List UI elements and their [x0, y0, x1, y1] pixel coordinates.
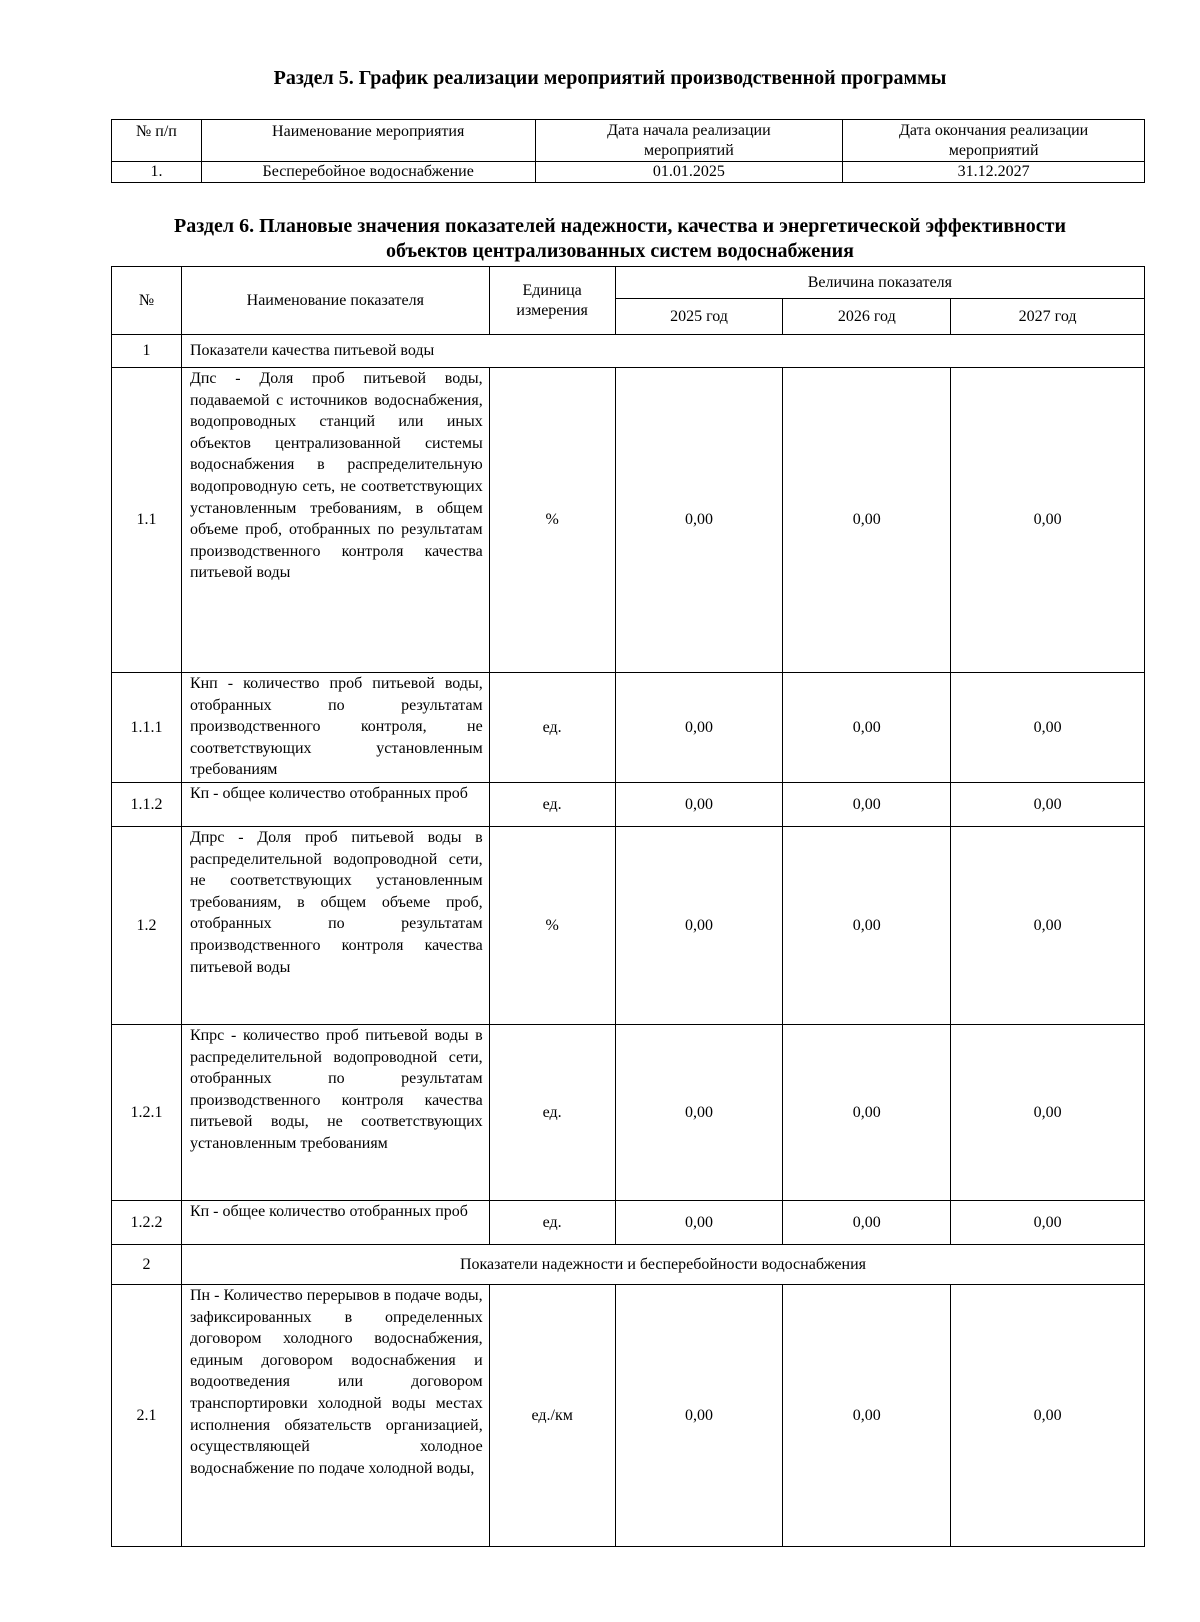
schedule-row-end: 31.12.2027: [843, 162, 1145, 183]
group-row: [112, 1245, 1145, 1285]
header-year-2025: 2025 год: [615, 299, 783, 335]
indicator-row: [112, 1201, 1145, 1245]
indicator-value-2026: 0,00: [783, 783, 951, 827]
group-title: Показатели надежности и бесперебойности водоснабжения: [181, 1245, 1144, 1285]
indicator-value-2027: 0,00: [951, 1285, 1145, 1547]
indicator-value-2025: 0,00: [615, 1285, 783, 1547]
indicator-value-2025: 0,00: [615, 673, 783, 783]
indicator-num: 1.2.1: [112, 1025, 182, 1201]
indicator-value-2026: 0,00: [783, 1201, 951, 1245]
indicator-value-2026: 0,00: [783, 1025, 951, 1201]
section-6-title: Раздел 6. Плановые значения показателей надежности, качества и энергетической эффективности объектов централизованных систем водоснабжения: [174, 215, 1066, 262]
header-indicator-name: Наименование показателя: [181, 267, 489, 335]
schedule-row: [112, 162, 1145, 183]
indicator-value-2026: 0,00: [783, 827, 951, 1025]
indicators-header-row: [112, 267, 1145, 299]
indicator-value-2027: 0,00: [951, 673, 1145, 783]
indicator-unit: %: [489, 368, 615, 673]
indicator-value-2027: 0,00: [951, 1201, 1145, 1245]
indicator-value-2025: 0,00: [615, 1201, 783, 1245]
indicator-row: [112, 783, 1145, 827]
section-5-title: Раздел 5. График реализации мероприятий производственной программы: [273, 67, 947, 89]
indicator-row: [112, 673, 1145, 783]
schedule-row-start: 01.01.2025: [535, 162, 843, 183]
indicator-num: 1.1.2: [112, 783, 182, 827]
indicator-value-2025: 0,00: [615, 827, 783, 1025]
header-end-date: Дата окончания реализации мероприятий: [843, 120, 1145, 162]
indicator-row: [112, 827, 1145, 1025]
group-row: [112, 335, 1145, 368]
header-activity-name: Наименование мероприятия: [201, 120, 535, 162]
indicator-num: 1.2: [112, 827, 182, 1025]
indicator-name: Пн - Количество перерывов в подаче воды, зафиксированных в определенных договором холодного водоснабжения, единым договором водоснабжения и водоотведения или договором транспортировки холодной воды местах исполнения обязательств организацией, осуществляющей холодное водоснабжение по подаче холодной воды,: [181, 1285, 489, 1547]
group-num: 1: [112, 335, 182, 368]
indicator-value-2027: 0,00: [951, 827, 1145, 1025]
indicator-name: Дпрс - Доля проб питьевой воды в распределительной водопроводной сети, не соответствующих установленным требованиям, в общем объеме проб, отобранных по результатам производственного контроля качества питьевой воды: [181, 827, 489, 1025]
header-unit: Единица измерения: [489, 267, 615, 335]
header-num: № п/п: [112, 120, 202, 162]
indicator-unit: ед.: [489, 783, 615, 827]
indicator-unit: ед.: [489, 1201, 615, 1245]
indicator-value-2025: 0,00: [615, 368, 783, 673]
indicator-num: 1.1: [112, 368, 182, 673]
schedule-row-num: 1.: [112, 162, 202, 183]
indicator-value-2027: 0,00: [951, 368, 1145, 673]
indicator-name: Дпс - Доля проб питьевой воды, подаваемой с источников водоснабжения, водопроводных станций или иных объектов централизованной системы водоснабжения в распределительную водопроводную сеть, не соответствующих установленным требованиям, в общем объеме проб, отобранных по результатам производственного контроля качества питьевой воды: [181, 368, 489, 673]
indicator-value-2026: 0,00: [783, 673, 951, 783]
header-num: №: [112, 267, 182, 335]
indicator-unit: ед./км: [489, 1285, 615, 1547]
indicator-row: [112, 1285, 1145, 1547]
indicator-name: Кп - общее количество отобранных проб: [181, 1201, 489, 1245]
indicator-value-2027: 0,00: [951, 783, 1145, 827]
group-num: 2: [112, 1245, 182, 1285]
indicator-row: [112, 368, 1145, 673]
indicator-row: [112, 1025, 1145, 1201]
indicator-value-2026: 0,00: [783, 368, 951, 673]
header-year-2026: 2026 год: [783, 299, 951, 335]
indicator-num: 2.1: [112, 1285, 182, 1547]
indicator-num: 1.1.1: [112, 673, 182, 783]
schedule-table: [111, 119, 1145, 183]
indicator-value-2026: 0,00: [783, 1285, 951, 1547]
header-start-date: Дата начала реализации мероприятий: [535, 120, 843, 162]
indicator-name: Кп - общее количество отобранных проб: [181, 783, 489, 827]
indicator-num: 1.2.2: [112, 1201, 182, 1245]
indicators-table: [111, 266, 1145, 1547]
header-year-2027: 2027 год: [951, 299, 1145, 335]
schedule-row-name: Бесперебойное водоснабжение: [201, 162, 535, 183]
indicator-value-2025: 0,00: [615, 1025, 783, 1201]
indicator-name: Кпрс - количество проб питьевой воды в распределительной водопроводной сети, отобранных по результатам производственного контроля качества питьевой воды, не соответствующих установленным требованиям: [181, 1025, 489, 1201]
indicator-unit: %: [489, 827, 615, 1025]
indicator-name: Кнп - количество проб питьевой воды, отобранных по результатам производственного контроля, не соответствующих установленным требованиям: [181, 673, 489, 783]
group-title: Показатели качества питьевой воды: [181, 335, 1144, 368]
indicator-value-2025: 0,00: [615, 783, 783, 827]
indicator-unit: ед.: [489, 1025, 615, 1201]
header-value: Величина показателя: [615, 267, 1144, 299]
indicator-unit: ед.: [489, 673, 615, 783]
indicator-value-2027: 0,00: [951, 1025, 1145, 1201]
schedule-header-row: [112, 120, 1145, 162]
